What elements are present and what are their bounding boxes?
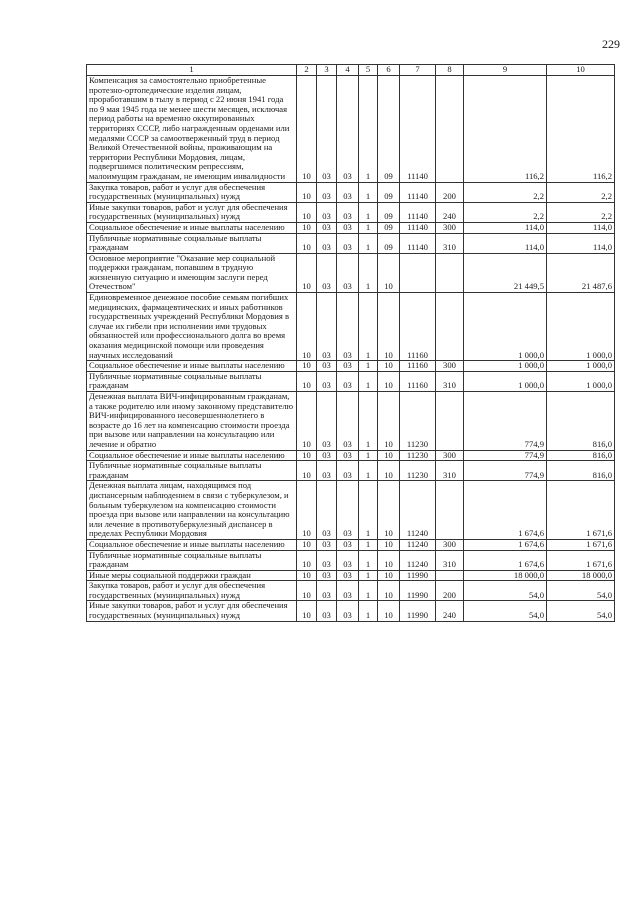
amount-year1-cell: 2,2 [464,182,547,202]
subprogram-code-cell: 1 [359,601,378,621]
activity-code-cell: 10 [378,481,400,540]
subsection-code-cell: 03 [317,202,337,222]
subprogram-code-cell: 1 [359,361,378,372]
program-code-cell: 03 [337,222,359,233]
direction-code-cell: 11140 [400,222,436,233]
subsection-code-cell: 03 [317,233,337,253]
activity-code-cell: 10 [378,361,400,372]
header-cell: 4 [337,65,359,76]
direction-code-cell: 11230 [400,392,436,451]
direction-code-cell: 11240 [400,550,436,570]
program-code-cell: 03 [337,481,359,540]
direction-code-cell: 11160 [400,293,436,361]
amount-year1-cell: 774,9 [464,392,547,451]
header-cell: 7 [400,65,436,76]
subprogram-code-cell: 1 [359,461,378,481]
expense-type-cell: 310 [436,461,464,481]
subprogram-code-cell: 1 [359,293,378,361]
subprogram-code-cell: 1 [359,233,378,253]
subsection-code-cell: 03 [317,182,337,202]
program-code-cell: 03 [337,361,359,372]
amount-year1-cell: 1 674,6 [464,539,547,550]
activity-code-cell: 09 [378,222,400,233]
direction-code-cell: 11230 [400,461,436,481]
subprogram-code-cell: 1 [359,182,378,202]
table-row [87,76,615,183]
amount-year2-cell: 114,0 [547,222,615,233]
activity-code-cell: 10 [378,550,400,570]
row-name-cell: Закупка товаров, работ и услуг для обеспечения государственных (муниципальных) нужд [87,182,297,202]
expense-type-cell: 200 [436,182,464,202]
expense-type-cell: 240 [436,202,464,222]
section-code-cell: 10 [297,581,317,601]
direction-code-cell: 11160 [400,371,436,391]
expense-type-cell: 300 [436,539,464,550]
expense-type-cell [436,76,464,183]
amount-year2-cell: 1 000,0 [547,361,615,372]
activity-code-cell: 10 [378,450,400,461]
table-row [87,222,615,233]
row-name-cell: Публичные нормативные социальные выплаты гражданам [87,233,297,253]
expense-type-cell [436,392,464,451]
header-cell: 2 [297,65,317,76]
subsection-code-cell: 03 [317,450,337,461]
header-cell: 3 [317,65,337,76]
table-row [87,450,615,461]
amount-year1-cell: 2,2 [464,202,547,222]
section-code-cell: 10 [297,450,317,461]
amount-year1-cell: 1 000,0 [464,293,547,361]
table-row [87,361,615,372]
program-code-cell: 03 [337,182,359,202]
program-code-cell: 03 [337,539,359,550]
activity-code-cell: 10 [378,601,400,621]
direction-code-cell: 11990 [400,581,436,601]
table-row [87,233,615,253]
expense-type-cell: 240 [436,601,464,621]
subprogram-code-cell: 1 [359,253,378,292]
expense-type-cell: 200 [436,581,464,601]
amount-year2-cell: 54,0 [547,601,615,621]
program-code-cell: 03 [337,76,359,183]
program-code-cell: 03 [337,450,359,461]
header-cell: 9 [464,65,547,76]
program-code-cell: 03 [337,371,359,391]
table-row [87,581,615,601]
subprogram-code-cell: 1 [359,222,378,233]
section-code-cell: 10 [297,461,317,481]
direction-code-cell: 11140 [400,202,436,222]
expense-type-cell [436,253,464,292]
section-code-cell: 10 [297,253,317,292]
activity-code-cell: 10 [378,570,400,581]
subprogram-code-cell: 1 [359,539,378,550]
direction-code-cell: 11990 [400,570,436,581]
amount-year2-cell: 116,2 [547,76,615,183]
amount-year1-cell: 114,0 [464,222,547,233]
header-cell: 8 [436,65,464,76]
table-header-row [87,65,615,76]
row-name-cell: Основное мероприятие "Оказание мер социальной поддержки гражданам, попавшим в трудную жизненную ситуацию и имеющим заслуги перед Отечеством" [87,253,297,292]
subprogram-code-cell: 1 [359,581,378,601]
direction-code-cell: 11230 [400,450,436,461]
row-name-cell: Единовременное денежное пособие семьям погибших медицинских, фармацевтических и иных работников государственных учреждений Республики Мордовия в случае их гибели при исполнении ими трудовых обязанностей или профессионального долга во время оказания медицинской помощи или проведения научных исследований [87,293,297,361]
budget-table [86,64,615,622]
subprogram-code-cell: 1 [359,371,378,391]
table-row [87,570,615,581]
section-code-cell: 10 [297,293,317,361]
row-name-cell: Социальное обеспечение и иные выплаты населению [87,222,297,233]
amount-year2-cell: 1 671,6 [547,539,615,550]
program-code-cell: 03 [337,550,359,570]
row-name-cell: Публичные нормативные социальные выплаты гражданам [87,461,297,481]
table-row [87,371,615,391]
amount-year1-cell: 1 000,0 [464,371,547,391]
activity-code-cell: 10 [378,461,400,481]
subsection-code-cell: 03 [317,76,337,183]
activity-code-cell: 10 [378,392,400,451]
activity-code-cell: 10 [378,539,400,550]
section-code-cell: 10 [297,392,317,451]
activity-code-cell: 09 [378,202,400,222]
amount-year2-cell: 1 000,0 [547,371,615,391]
activity-code-cell: 09 [378,76,400,183]
subsection-code-cell: 03 [317,550,337,570]
direction-code-cell: 11160 [400,361,436,372]
section-code-cell: 10 [297,76,317,183]
subsection-code-cell: 03 [317,481,337,540]
subprogram-code-cell: 1 [359,76,378,183]
amount-year2-cell: 18 000,0 [547,570,615,581]
row-name-cell: Иные меры социальной поддержки граждан [87,570,297,581]
table-row [87,392,615,451]
expense-type-cell: 300 [436,450,464,461]
subprogram-code-cell: 1 [359,481,378,540]
section-code-cell: 10 [297,601,317,621]
amount-year2-cell: 2,2 [547,182,615,202]
program-code-cell: 03 [337,233,359,253]
program-code-cell: 03 [337,601,359,621]
expense-type-cell: 310 [436,550,464,570]
subprogram-code-cell: 1 [359,570,378,581]
subprogram-code-cell: 1 [359,550,378,570]
amount-year1-cell: 1 674,6 [464,550,547,570]
section-code-cell: 10 [297,202,317,222]
direction-code-cell: 11140 [400,76,436,183]
expense-type-cell: 310 [436,371,464,391]
amount-year2-cell: 816,0 [547,450,615,461]
amount-year2-cell: 1 671,6 [547,481,615,540]
expense-type-cell: 300 [436,361,464,372]
subsection-code-cell: 03 [317,539,337,550]
subsection-code-cell: 03 [317,361,337,372]
amount-year2-cell: 816,0 [547,392,615,451]
expense-type-cell [436,570,464,581]
table-row [87,202,615,222]
amount-year2-cell: 1 000,0 [547,293,615,361]
table-row [87,293,615,361]
expense-type-cell: 300 [436,222,464,233]
section-code-cell: 10 [297,481,317,540]
amount-year1-cell: 54,0 [464,581,547,601]
program-code-cell: 03 [337,461,359,481]
subprogram-code-cell: 1 [359,202,378,222]
program-code-cell: 03 [337,392,359,451]
subsection-code-cell: 03 [317,253,337,292]
activity-code-cell: 09 [378,182,400,202]
amount-year2-cell: 54,0 [547,581,615,601]
section-code-cell: 10 [297,371,317,391]
header-cell: 5 [359,65,378,76]
amount-year1-cell: 1 674,6 [464,481,547,540]
table-row [87,461,615,481]
direction-code-cell: 11140 [400,233,436,253]
amount-year1-cell: 116,2 [464,76,547,183]
section-code-cell: 10 [297,361,317,372]
subsection-code-cell: 03 [317,601,337,621]
subsection-code-cell: 03 [317,293,337,361]
subsection-code-cell: 03 [317,461,337,481]
row-name-cell: Иные закупки товаров, работ и услуг для обеспечения государственных (муниципальных) нужд [87,202,297,222]
program-code-cell: 03 [337,253,359,292]
direction-code-cell [400,253,436,292]
amount-year1-cell: 114,0 [464,233,547,253]
amount-year2-cell: 1 671,6 [547,550,615,570]
subsection-code-cell: 03 [317,371,337,391]
row-name-cell: Социальное обеспечение и иные выплаты населению [87,450,297,461]
row-name-cell: Социальное обеспечение и иные выплаты населению [87,539,297,550]
amount-year1-cell: 1 000,0 [464,361,547,372]
subsection-code-cell: 03 [317,570,337,581]
table-row [87,481,615,540]
program-code-cell: 03 [337,570,359,581]
row-name-cell: Публичные нормативные социальные выплаты гражданам [87,550,297,570]
direction-code-cell: 11990 [400,601,436,621]
subprogram-code-cell: 1 [359,450,378,461]
program-code-cell: 03 [337,293,359,361]
amount-year1-cell: 18 000,0 [464,570,547,581]
subsection-code-cell: 03 [317,392,337,451]
amount-year2-cell: 2,2 [547,202,615,222]
section-code-cell: 10 [297,539,317,550]
amount-year1-cell: 774,9 [464,450,547,461]
subsection-code-cell: 03 [317,581,337,601]
table-row [87,550,615,570]
section-code-cell: 10 [297,550,317,570]
row-name-cell: Денежная выплата ВИЧ-инфицированным гражданам, а также родителю или иному законному представителю ВИЧ-инфицированного несовершеннолетнего в возрасте до 16 лет на компенсацию стоимости проезда при вызове или направлении на консультацию или лечение и обратно [87,392,297,451]
subprogram-code-cell: 1 [359,392,378,451]
row-name-cell: Денежная выплата лицам, находящимся под диспансерным наблюдением в связи с туберкулезом, и больным туберкулезом на компенсацию стоимости проезда при вызове или направлении на консультацию или лечение в противотуберкулезный диспансер в пределах Республики Мордовия [87,481,297,540]
activity-code-cell: 10 [378,253,400,292]
amount-year1-cell: 21 449,5 [464,253,547,292]
subsection-code-cell: 03 [317,222,337,233]
expense-type-cell [436,481,464,540]
row-name-cell: Социальное обеспечение и иные выплаты населению [87,361,297,372]
direction-code-cell: 11240 [400,481,436,540]
expense-type-cell [436,293,464,361]
direction-code-cell: 11140 [400,182,436,202]
section-code-cell: 10 [297,233,317,253]
direction-code-cell: 11240 [400,539,436,550]
program-code-cell: 03 [337,581,359,601]
table-row [87,253,615,292]
activity-code-cell: 10 [378,293,400,361]
header-cell: 6 [378,65,400,76]
header-cell: 1 [87,65,297,76]
program-code-cell: 03 [337,202,359,222]
section-code-cell: 10 [297,222,317,233]
amount-year1-cell: 54,0 [464,601,547,621]
amount-year1-cell: 774,9 [464,461,547,481]
expense-type-cell: 310 [436,233,464,253]
activity-code-cell: 09 [378,233,400,253]
row-name-cell: Компенсация за самостоятельно приобретенные протезно-ортопедические изделия лицам, проработавшим в тылу в период с 22 июня 1941 года по 9 мая 1945 года не менее шести месяцев, исключая период работы на временно оккупированных территориях СССР, либо награжденным орденами или медалями СССР за самоотверженный труд в период Великой Отечественной войны, проживающим на территории Республики Мордовия, лицам, подвергшимся политическим репрессиям, малоимущим гражданам, не имеющим инвалидности [87,76,297,183]
amount-year2-cell: 114,0 [547,233,615,253]
row-name-cell: Публичные нормативные социальные выплаты гражданам [87,371,297,391]
table-row [87,601,615,621]
header-cell: 10 [547,65,615,76]
section-code-cell: 10 [297,182,317,202]
page-number: 229 [602,37,620,51]
amount-year2-cell: 21 487,6 [547,253,615,292]
row-name-cell: Закупка товаров, работ и услуг для обеспечения государственных (муниципальных) нужд [87,581,297,601]
activity-code-cell: 10 [378,371,400,391]
activity-code-cell: 10 [378,581,400,601]
section-code-cell: 10 [297,570,317,581]
row-name-cell: Иные закупки товаров, работ и услуг для обеспечения государственных (муниципальных) нужд [87,601,297,621]
table-row [87,182,615,202]
table-row [87,539,615,550]
amount-year2-cell: 816,0 [547,461,615,481]
